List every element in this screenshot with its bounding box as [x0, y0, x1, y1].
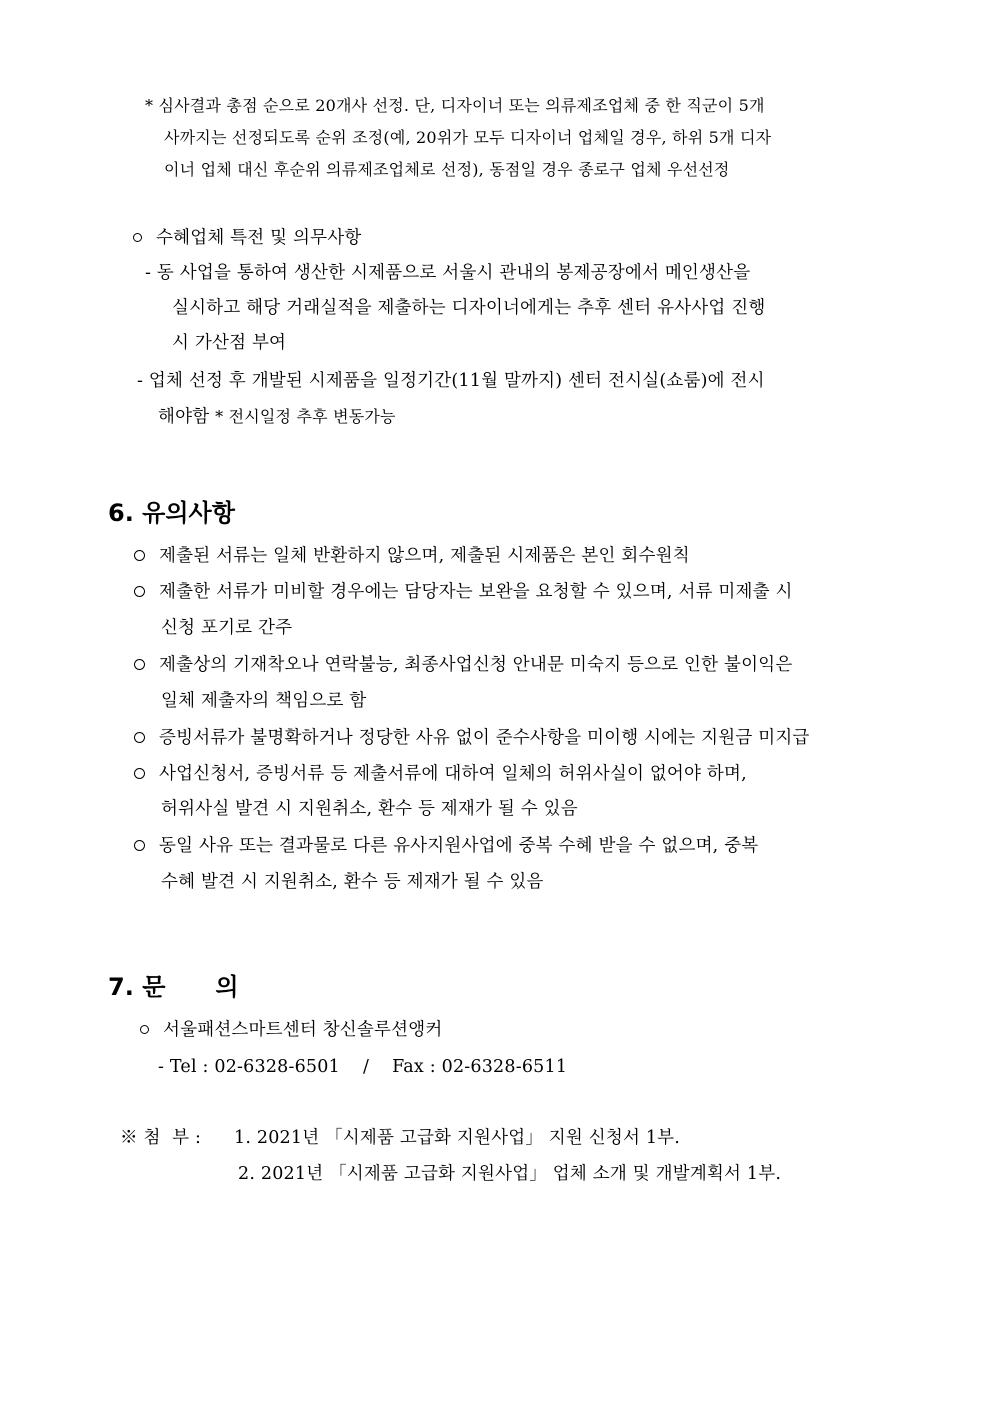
circle-bullet-icon — [134, 768, 145, 779]
section-6-item-5-cont: 허위사실 발견 시 지원취소, 환수 등 제재가 될 수 있음 — [161, 799, 578, 819]
section-7-title-a: 문 — [142, 973, 166, 1001]
benefit-item-1-line-2: 실시하고 해당 거래실적을 제출하는 디자이너에게는 추후 센터 유사사업 진행 — [172, 298, 766, 318]
section-6-heading: 6. 유의사항 — [108, 499, 235, 527]
benefits-title — [133, 226, 361, 250]
item-text: 증빙서류가 불명확하거나 정당한 사유 없이 준수사항을 미이행 시에는 지원금 미지급 — [159, 728, 810, 748]
section-7-heading — [108, 972, 239, 1002]
item-text: 제출된 서류는 일체 반환하지 않으며, 제출된 시제품은 본인 회수원칙 — [159, 546, 690, 566]
item-text: 사업신청서, 증빙서류 등 제출서류에 대하여 일체의 허위사실이 없어야 하며, — [159, 764, 747, 784]
section-7-title-b: 의 — [215, 973, 239, 1001]
dash-marker: - — [137, 371, 144, 391]
section-6-item-6 — [134, 834, 758, 858]
contact-org-text: 서울패션스마트센터 창신솔루션앵커 — [163, 1020, 443, 1040]
circle-bullet-icon — [134, 840, 145, 851]
benefit-item-1-line-1 — [145, 261, 750, 285]
note-text: 심사결과 총점 순으로 20개사 선정. 단, 디자이너 또는 의류제조업체 중 한 직군이 5개 — [158, 96, 765, 115]
benefit-text: 동 사업을 통하여 생산한 시제품으로 서울시 관내의 봉제공장에서 메인생산을 — [156, 263, 751, 283]
section-7-number: 7. — [108, 973, 134, 1001]
benefit-item-1-line-3: 시 가산점 부여 — [172, 333, 287, 353]
dash-marker: - — [145, 263, 152, 283]
circle-bullet-icon — [134, 550, 145, 561]
circle-bullet-icon — [134, 732, 145, 743]
attachment-item-2: 2. 2021년 「시제품 고급화 지원사업」 업체 소개 및 개발계획서 1부. — [238, 1164, 782, 1184]
section-6-item-5 — [134, 762, 747, 786]
selection-note-line-2: 사까지는 선정되도록 순위 조정(예, 20위가 모두 디자이너 업체일 경우, 하위 5개 디자 — [164, 128, 772, 147]
section-6-item-4 — [134, 726, 810, 750]
item-text: 동일 사유 또는 결과물로 다른 유사지원사업에 중복 수혜 받을 수 없으며, 중복 — [159, 836, 759, 856]
benefit-text: 해야함 — [158, 407, 210, 427]
circle-bullet-icon — [133, 233, 142, 242]
exhibition-note: * 전시일정 추후 변동가능 — [215, 407, 396, 426]
section-6-item-2 — [134, 580, 793, 604]
note-marker: * — [145, 96, 154, 115]
section-6-item-2-cont: 신청 포기로 간주 — [161, 618, 293, 638]
section-6-item-3 — [134, 653, 792, 677]
section-6-item-1 — [134, 544, 690, 568]
section-6-item-3-cont: 일체 제출자의 책임으로 함 — [161, 691, 367, 711]
circle-bullet-icon — [140, 1025, 149, 1034]
selection-note-line-3: 이너 업체 대신 후순위 의류제조업체로 선정), 동점일 경우 종로구 업체 우선선정 — [164, 160, 730, 179]
attachment-item-1: 1. 2021년 「시제품 고급화 지원사업」 지원 신청서 1부. — [234, 1128, 681, 1148]
benefit-item-2-line-1 — [137, 369, 765, 393]
contact-phone-fax: - Tel : 02-6328-6501 / Fax : 02-6328-6511 — [158, 1057, 568, 1077]
section-6-item-6-cont: 수혜 발견 시 지원취소, 환수 등 제재가 될 수 있음 — [161, 872, 544, 892]
item-text: 제출상의 기재착오나 연락불능, 최종사업신청 안내문 미숙지 등으로 인한 불이익은 — [159, 655, 793, 675]
benefits-title-text: 수혜업체 특전 및 의무사항 — [156, 228, 362, 248]
contact-org — [140, 1018, 442, 1042]
selection-note-line-1 — [145, 94, 765, 118]
attachments-label: ※ 첨 부 : — [120, 1128, 202, 1148]
benefit-text: 업체 선정 후 개발된 시제품을 일정기간(11월 말까지) 센터 전시실(쇼룸)에 전시 — [148, 371, 765, 391]
item-text: 제출한 서류가 미비할 경우에는 담당자는 보완을 요청할 수 있으며, 서류 미제출 시 — [159, 582, 793, 602]
circle-bullet-icon — [134, 659, 145, 670]
circle-bullet-icon — [134, 586, 145, 597]
benefit-item-2-line-2 — [158, 405, 396, 429]
